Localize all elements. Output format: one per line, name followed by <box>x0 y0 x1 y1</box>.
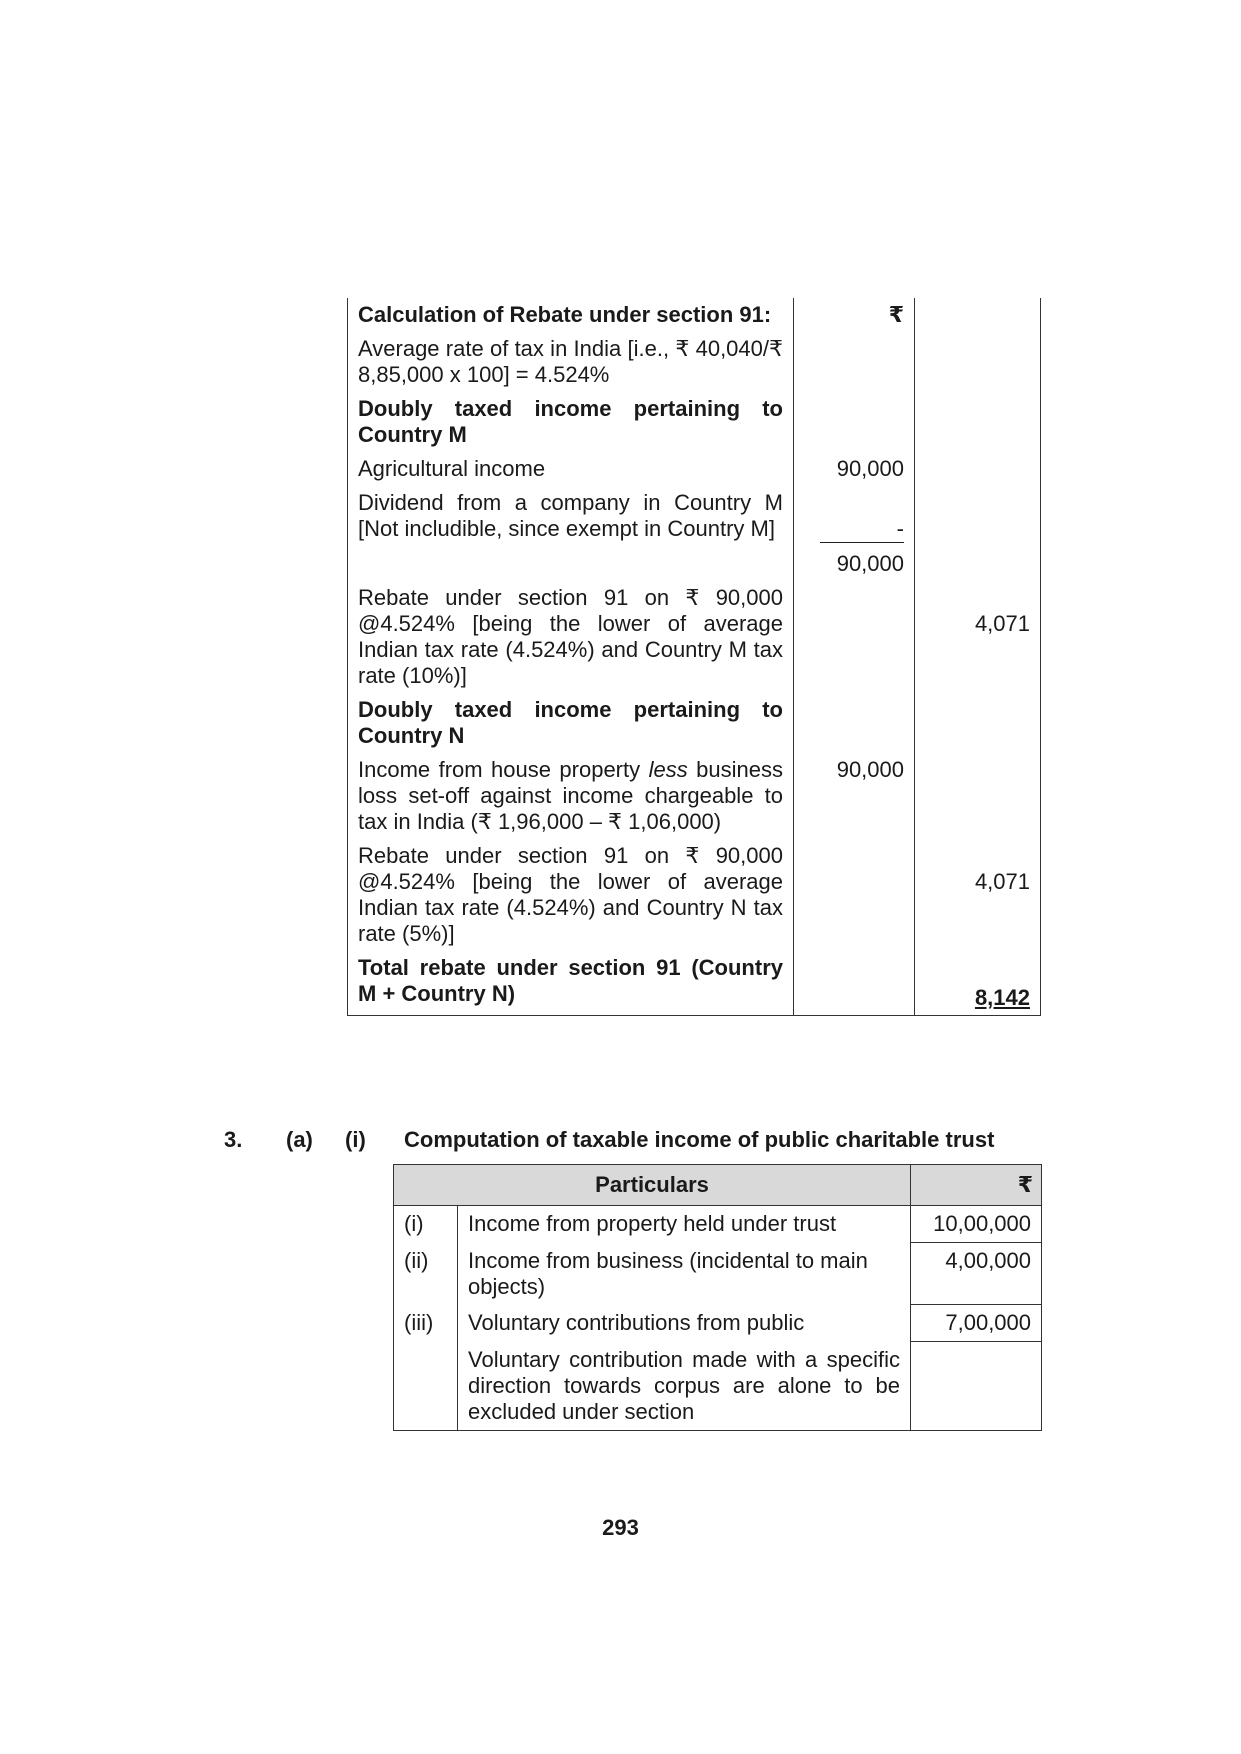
row-amount <box>911 1342 1042 1431</box>
table-row <box>348 839 1041 951</box>
table-row <box>394 1206 1042 1243</box>
table-row <box>348 332 1041 392</box>
row-number <box>394 1342 458 1431</box>
rebate-title: Calculation of Rebate under section 91: <box>348 298 794 332</box>
table-row <box>348 298 1041 332</box>
row-amount: 4,00,000 <box>911 1243 1042 1305</box>
country-m-heading: Doubly taxed income pertaining to Country M <box>348 392 794 452</box>
rebate-n-text: Rebate under section 91 on ₹ 90,000 @4.524% [being the lower of average Indian tax rate (4.524%) and Country N tax rate (5%)] <box>348 839 794 951</box>
rebate-n-total: 4,071 <box>915 839 1041 951</box>
table-header-row <box>394 1165 1042 1206</box>
total-rebate-amount: 8,142 <box>974 985 1030 1010</box>
table-row <box>348 486 1041 547</box>
row-description: Voluntary contributions from public <box>458 1305 911 1342</box>
row-number: (iii) <box>394 1305 458 1342</box>
rupee-header: ₹ <box>794 298 915 332</box>
country-n-heading: Doubly taxed income pertaining to Country N <box>348 693 794 753</box>
total-rebate-label: Total rebate under section 91 (Country M + Country N) <box>348 951 794 1016</box>
table-row <box>348 753 1041 839</box>
rupee-column-header: ₹ <box>911 1165 1042 1206</box>
agricultural-income-label: Agricultural income <box>348 452 794 486</box>
dividend-amount: - <box>820 516 904 543</box>
table-row <box>348 452 1041 486</box>
section-part: (a) <box>286 1127 313 1152</box>
country-m-subtotal: 90,000 <box>794 547 915 581</box>
row-number: (ii) <box>394 1243 458 1305</box>
rebate-table <box>347 298 1041 1016</box>
row-number: (i) <box>394 1206 458 1243</box>
particulars-header: Particulars <box>394 1165 911 1206</box>
trust-income-table <box>393 1164 1042 1431</box>
row-description: Income from property held under trust <box>458 1206 911 1243</box>
table-row <box>348 951 1041 1016</box>
section-sub: (i) <box>345 1127 366 1152</box>
house-property-text: Income from house property less business loss set-off against income chargeable to tax in India (₹ 1,96,000 – ₹ 1,06,000) <box>348 753 794 839</box>
table-row <box>348 693 1041 753</box>
rebate-m-text: Rebate under section 91 on ₹ 90,000 @4.524% [being the lower of average Indian tax rate (4.524%) and Country M tax rate (10%)] <box>348 581 794 693</box>
row-amount: 10,00,000 <box>911 1206 1042 1243</box>
row-amount: 7,00,000 <box>911 1305 1042 1342</box>
table-row <box>348 547 1041 581</box>
rebate-m-total: 4,071 <box>915 581 1041 693</box>
page-number: 293 <box>602 1515 639 1540</box>
row-description: Voluntary contribution made with a specific direction towards corpus are alone to be excluded under section <box>458 1342 911 1431</box>
table-row <box>348 392 1041 452</box>
table-row <box>394 1305 1042 1342</box>
average-rate-text: Average rate of tax in India [i.e., ₹ 40,040/₹ 8,85,000 x 100] = 4.524% <box>348 332 794 392</box>
section-title: Computation of taxable income of public charitable trust <box>404 1127 995 1152</box>
dividend-label: Dividend from a company in Country M [Not includible, since exempt in Country M] <box>348 486 794 547</box>
table-row <box>394 1243 1042 1305</box>
house-property-amount: 90,000 <box>794 753 915 839</box>
agricultural-income-amount: 90,000 <box>794 452 915 486</box>
section-number: 3. <box>224 1127 243 1152</box>
table-row <box>348 581 1041 693</box>
table-row <box>394 1342 1042 1431</box>
row-description: Income from business (incidental to main objects) <box>458 1243 911 1305</box>
